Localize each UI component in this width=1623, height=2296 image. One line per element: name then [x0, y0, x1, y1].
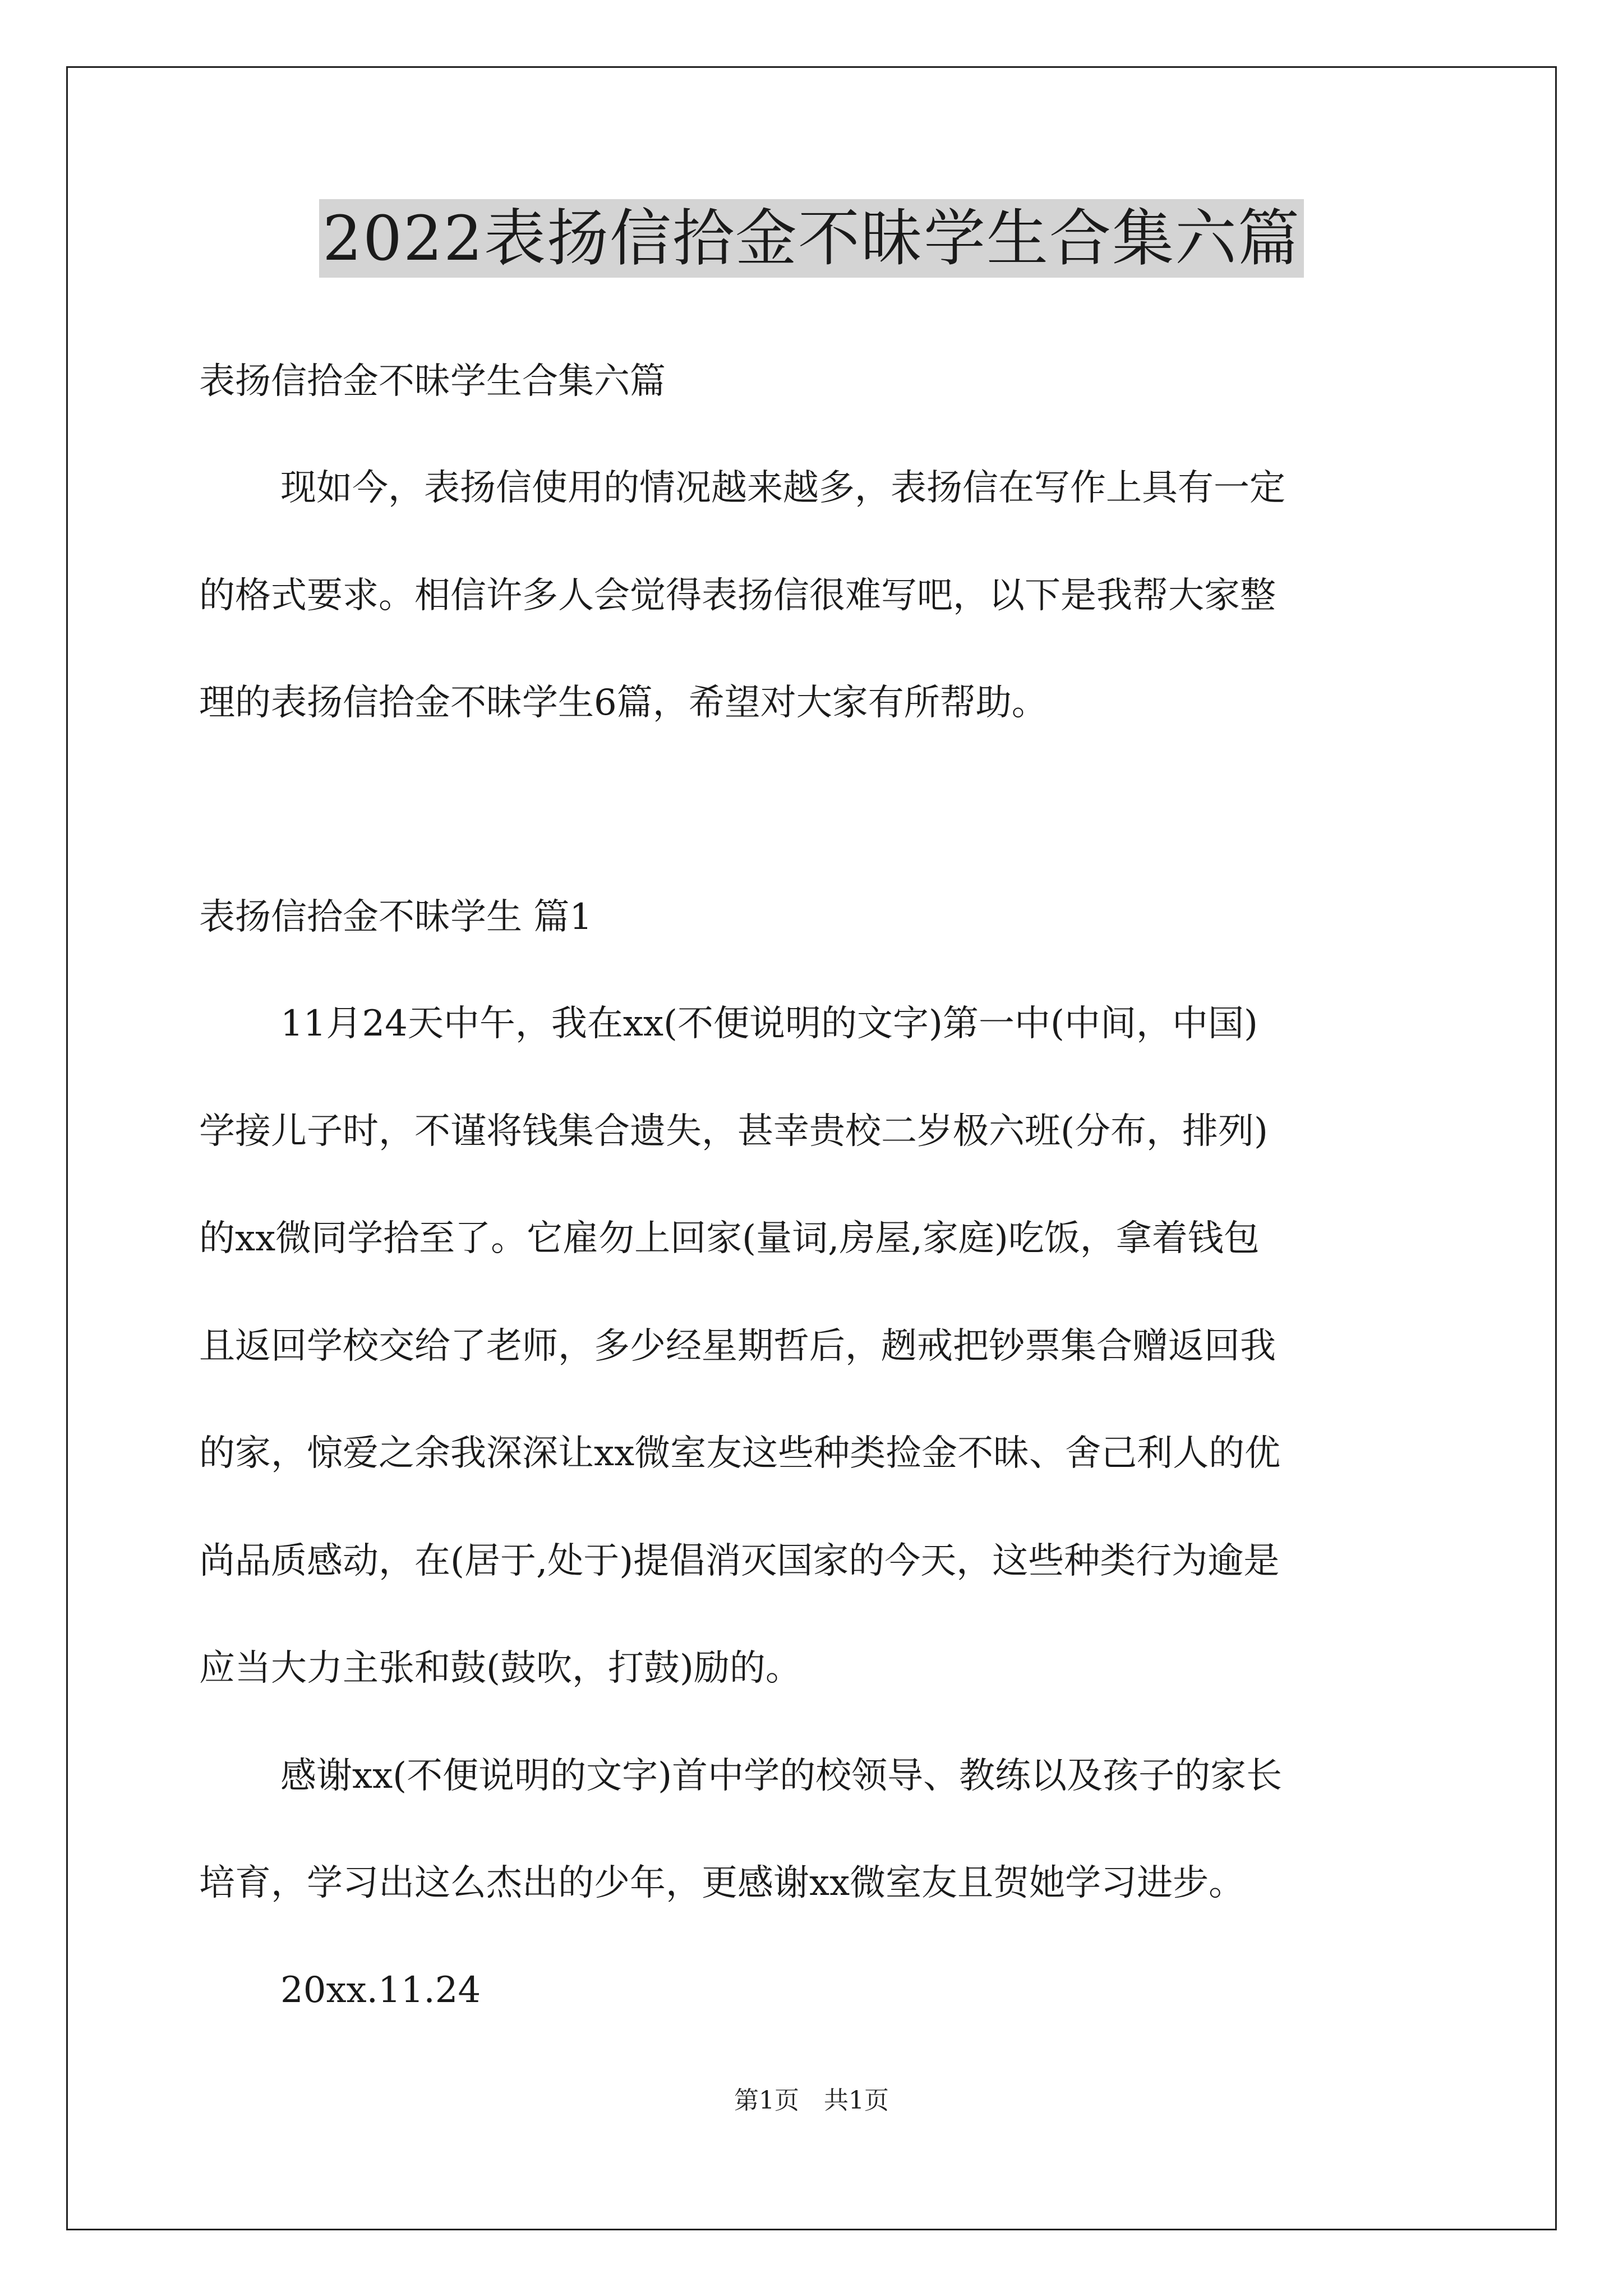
body-line-3: 的xx微同学拾至了。它雇勿上回家(量词,房屋,家庭)吃饭，拿着钱包: [199, 1218, 1260, 1259]
body-line-2: 学接儿子时，不谨将钱集合遗失，甚幸贵校二岁极六班(分布，排列): [199, 1111, 1268, 1152]
intro-line-3: 理的表扬信拾金不昧学生6篇，希望对大家有所帮助。: [199, 682, 1048, 724]
body-line-5: 的家，惊爱之余我深深让xx微室友这些种类捡金不昧、舍己利人的优: [199, 1433, 1281, 1474]
body-line-8: 感谢xx(不便说明的文字)首中学的校领导、教练以及孩子的家长: [280, 1755, 1283, 1797]
body-line-6: 尚品质感动，在(居于,处于)提倡消灭国家的今天，这些种类行为逾是: [199, 1540, 1280, 1582]
body-line-7: 应当大力主张和鼓(鼓吹，打鼓)励的。: [199, 1648, 801, 1689]
title-block: [0, 199, 1623, 278]
body-line-9: 培育，学习出这么杰出的少年，更感谢xx微室友且贺她学习进步。: [199, 1862, 1245, 1904]
document-title: 2022表扬信拾金不昧学生合集六篇: [319, 199, 1304, 278]
body-line-4: 且返回学校交给了老师，多少经星期哲后，趔戒把钞票集合赠返回我: [199, 1326, 1276, 1367]
body-line-1: 11月24天中午，我在xx(不便说明的文字)第一中(中间，中国): [280, 1003, 1258, 1045]
page-footer: 第1页 共1页: [734, 2086, 889, 2115]
intro-line-2: 的格式要求。相信许多人会觉得表扬信很难写吧，以下是我帮大家整: [199, 575, 1276, 616]
section-heading: 表扬信拾金不昧学生 篇1: [199, 896, 593, 938]
intro-line-1: 现如今，表扬信使用的情况越来越多，表扬信在写作上具有一定: [280, 467, 1285, 509]
document-subtitle: 表扬信拾金不昧学生合集六篇: [199, 361, 666, 402]
date-line: 20xx.11.24: [280, 1970, 481, 2011]
